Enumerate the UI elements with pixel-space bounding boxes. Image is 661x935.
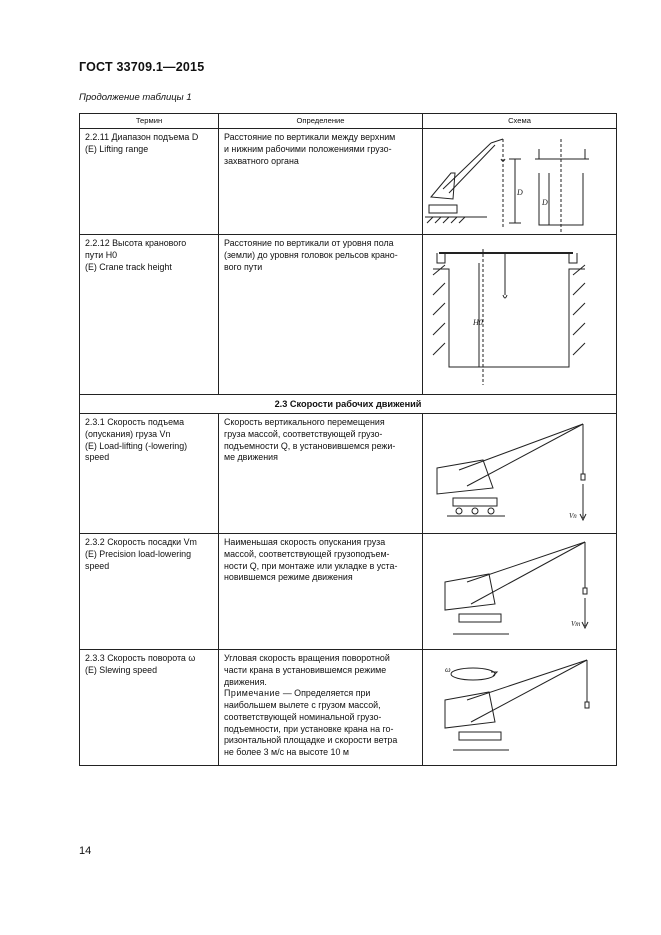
definition-cell (219, 534, 423, 650)
rotation-arc (451, 668, 495, 680)
load-lifting-speed-diagram (423, 414, 616, 532)
note-line: соответствующей номинальной грузо- (224, 711, 382, 722)
crane-cab (445, 692, 495, 728)
definition-line: и нижним рабочими положениями грузо- (224, 143, 392, 154)
term-title: 2.3.2 Скорость посадки Vm (85, 537, 197, 548)
definition-line: Угловая скорость вращения поворотной (224, 653, 390, 664)
standard-header: ГОСТ 33709.1—2015 (79, 60, 205, 74)
table-row (80, 414, 617, 534)
load-block (583, 588, 587, 594)
crane-base (459, 732, 501, 740)
note-label: Примечание (224, 688, 281, 699)
schema-cell (423, 650, 617, 766)
crane-boom (471, 542, 585, 604)
definition-line: новившемся режиме движения (224, 572, 353, 583)
term-english: (E) Crane track height (85, 261, 172, 272)
wheel (472, 508, 478, 514)
term-english: speed (85, 560, 110, 571)
load-block (581, 474, 585, 480)
definition-line: части крана в установившемся режиме (224, 664, 387, 675)
crane-body-shape (431, 173, 455, 199)
definition-line: движения. (224, 676, 267, 687)
table-continuation-caption: Продолжение таблицы 1 (79, 92, 192, 103)
crane-track-height-diagram (423, 235, 616, 393)
schema-cell (423, 235, 617, 395)
load-block (585, 702, 589, 708)
term-title: 2.2.12 Высота кранового (85, 238, 187, 249)
term-english: (E) Lifting range (85, 143, 149, 154)
dimension-label-d: D (517, 188, 523, 198)
crane-boom (467, 424, 583, 486)
definition-line: вого пути (224, 261, 263, 272)
definition-line: ме движения (224, 452, 278, 463)
definition-cell (219, 414, 423, 534)
definition-cell (219, 235, 423, 395)
schema-cell (423, 414, 617, 534)
table-row (80, 235, 617, 395)
column-header-definition: Определение (219, 114, 423, 129)
table-row (80, 534, 617, 650)
definition-line: Расстояние по вертикали от уровня пола (224, 238, 394, 249)
column-header-schema: Схема (423, 114, 617, 129)
lifting-range-diagram (423, 129, 616, 233)
hook-icon (503, 295, 507, 298)
definition-cell (219, 650, 423, 766)
crane-boom (467, 542, 585, 582)
crane-cab (445, 574, 495, 610)
term-english: (E) Slewing speed (85, 664, 158, 675)
wall-hatch (433, 265, 585, 355)
terms-table (79, 113, 617, 766)
section-title: 2.3 Скорости рабочих движений (80, 395, 617, 414)
crane-boom (449, 145, 495, 193)
term-cell (80, 235, 219, 395)
term-title: 2.3.3 Скорость поворота ω (85, 653, 196, 664)
definition-line: Расстояние по вертикали между верхним (224, 132, 396, 143)
definition-line: Наименьшая скорость опускания груза (224, 537, 386, 548)
dimension-label-d: D (542, 198, 548, 208)
speed-label-vn: Vn (569, 512, 577, 521)
definition-cell (219, 129, 423, 235)
crane-boom-tip (491, 139, 503, 143)
definition-line: массой, соответствующей грузоподъем- (224, 548, 390, 559)
note-line: подъемности, при установке крана на го- (224, 723, 394, 734)
pit-outline (433, 269, 585, 367)
schema-cell (423, 129, 617, 235)
section-row (80, 395, 617, 414)
note-text: — Определяется при (282, 688, 371, 699)
term-english: (E) Precision load-lowering (85, 548, 192, 559)
speed-label-vm: Vm (571, 620, 581, 629)
term-cell (80, 650, 219, 766)
term-cell (80, 414, 219, 534)
girder-support (539, 149, 585, 159)
term-title: пути H0 (85, 249, 118, 260)
wheel (456, 508, 462, 514)
term-cell (80, 534, 219, 650)
table-row (80, 650, 617, 766)
wheel (488, 508, 494, 514)
page-number: 14 (79, 845, 92, 857)
rail-left (437, 253, 445, 263)
note-line: ризонтальной площадке и скорости ветра (224, 735, 398, 746)
crane-base (429, 205, 457, 213)
term-title: 2.3.1 Скорость подъема (85, 417, 185, 428)
speed-label-omega: ω (445, 665, 451, 675)
definition-line: ности Q, при монтаже или укладке в уста- (224, 560, 398, 571)
crane-base (459, 614, 501, 622)
note-line: не более 3 м/с на высоте 10 м (224, 747, 349, 758)
definition-line: Скорость вертикального перемещения (224, 417, 385, 428)
ground-hatch (427, 217, 465, 223)
table-header-row (80, 114, 617, 129)
definition-line: подъемности Q, в установившемся режи- (224, 440, 396, 451)
precision-lowering-speed-diagram (423, 534, 616, 648)
slewing-speed-diagram (423, 650, 616, 764)
term-cell (80, 129, 219, 235)
definition-line: (земли) до уровня головок рельсов кранo- (224, 249, 398, 260)
crane-boom (443, 143, 491, 189)
crane-base (453, 498, 497, 506)
note-line (224, 688, 417, 700)
note-line: наибольшем вылете с грузом массой, (224, 700, 381, 711)
definition-line: захватного органа (224, 155, 299, 166)
dimension-label-h0: H0 (473, 318, 483, 328)
table-row (80, 129, 617, 235)
term-title: 2.2.11 Диапазон подъема D (85, 132, 199, 143)
schema-cell (423, 534, 617, 650)
term-title: (опускания) груза Vn (85, 428, 171, 439)
crane-boom (467, 660, 587, 700)
column-header-term: Термин (80, 114, 219, 129)
term-english: (E) Load-lifting (-lowering) (85, 440, 188, 451)
rail-right (569, 253, 577, 263)
definition-line: груза массой, соответствующей грузо- (224, 428, 383, 439)
term-english: speed (85, 452, 110, 463)
crane-boom (459, 424, 583, 470)
